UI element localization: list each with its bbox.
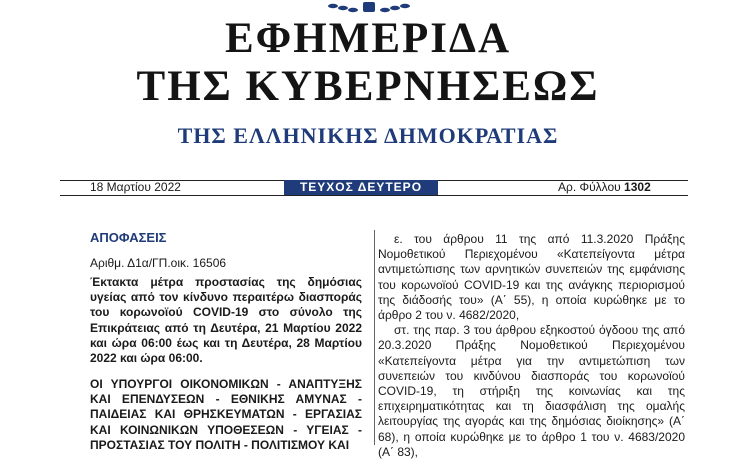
decision-summary: Έκτακτα μέτρα προστασίας της δημόσιας υγείας από τον κίνδυνο περαιτέρω διασποράς του κορωνοϊού COVID-19 στο σύνολο της Επικράτειας από τη Δευτέρα, 21 Μαρτίου 2022 και ώρα 06:00 έως και τη Δευτέρα, 28 Μαρτίου 2022 και ώρα 06:00.	[90, 275, 362, 366]
masthead-title-line1: ΕΦΗΜΕΡΙΔΑ	[224, 15, 512, 62]
reference-number: Αριθμ. Δ1α/ΓΠ.οικ. 16506	[90, 256, 227, 270]
sheet-number	[558, 180, 651, 195]
header-rule-bottom	[60, 195, 688, 196]
paragraph-st: στ. της παρ. 3 του άρθρου εξηκοστού όγδοου της από 20.3.2020 Πράξης Νομοθετικού Περιεχομένου «Κατεπείγοντα μέτρα για την αντιμετώπιση των συνεπειών του κινδύνου διασποράς του κορωνοϊού COVID-19, τη στήριξη της κοινωνίας και της επιχειρηματικότητας και τη διασφάλιση της ομαλής λειτουργίας της αγοράς και της δημόσιας διοίκησης» (Α΄ 68), η οποία κυρώθηκε με το άρθρο 1 του ν. 4683/2020 (Α΄ 83),	[378, 323, 685, 459]
paragraph-e: ε. του άρθρου 11 της από 11.3.2020 Πράξης Νομοθετικού Περιεχομένου «Κατεπείγοντα μέτρα αντιμετώπισης των αρνητικών συνεπειών της εμφάνισης του κορωνοϊού COVID-19 και της ανάγκης περιορισμού της διάδοσής του» (Α΄ 55), η οποία κυρώθηκε με το άρθρο 2 του ν. 4682/2020,	[378, 232, 685, 323]
ministers-heading: ΟΙ ΥΠΟΥΡΓΟΙ ΟΙΚΟΝΟΜΙΚΩΝ - ΑΝΑΠΤΥΞΗΣ ΚΑΙ ΕΠΕΝΔΥΣΕΩΝ - ΕΘΝΙΚΗΣ ΑΜΥΝΑΣ - ΠΑΙΔΕΙΑΣ ΚΑΙ ΘΡΗΣΚΕΥΜΑΤΩΝ - ΕΡΓΑΣΙΑΣ ΚΑΙ ΚΟΙΝΩΝΙΚΩΝ ΥΠΟΘΕΣΕΩΝ - ΥΓΕΙΑΣ - ΠΡΟΣΤΑΣΙΑΣ ΤΟΥ ΠΟΛΙΤΗ - ΠΟΛΙΤΙΣΜΟΥ ΚΑΙ	[90, 377, 362, 452]
sheet-number-value: 1302	[624, 180, 651, 194]
section-title: ΑΠΟΦΑΣΕΙΣ	[90, 230, 167, 245]
issue-date: 18 Μαρτίου 2022	[90, 180, 181, 194]
laurel-wreath-icon	[319, 0, 419, 14]
masthead-subtitle: ΤΗΣ ΕΛΛΗΝΙΚΗΣ ΔΗΜΟΚΡΑΤΙΑΣ	[177, 123, 559, 148]
sheet-number-label: Αρ. Φύλλου	[558, 180, 621, 194]
column-divider	[374, 230, 375, 445]
issue-badge: ΤΕΥΧΟΣ ΔΕΥΤΕΡΟ	[284, 180, 438, 195]
masthead-title-line2: ΤΗΣ ΚΥΒΕΡΝΗΣΕΩΣ	[136, 63, 600, 110]
right-column	[378, 232, 685, 460]
